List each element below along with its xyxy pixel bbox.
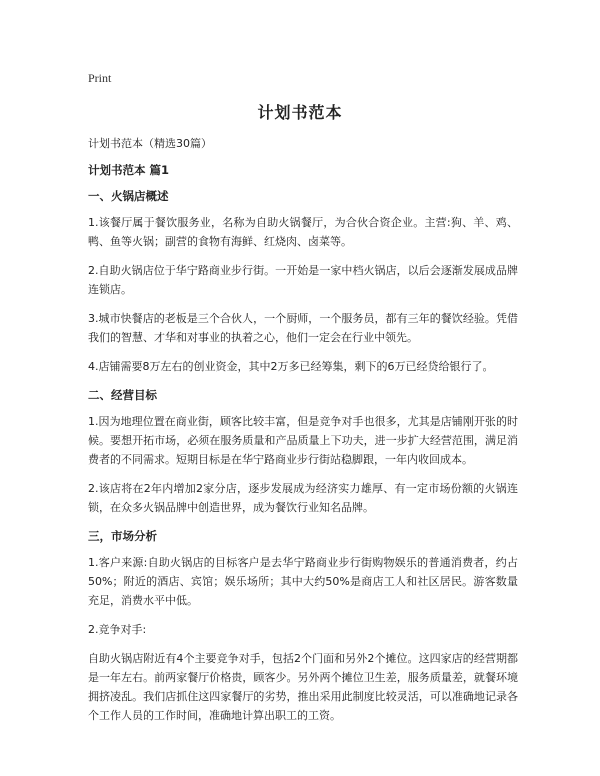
paragraph: 3.城市快餐店的老板是三个合伙人，一个厨师，一个服务员，都有三年的餐饮经验。凭借我们的智慧、才华和对事业的执着之心，他们一定会在行业中领先。 — [88, 312, 518, 344]
paragraph: 2.自助火锅店位于华宁路商业步行街。一开始是一家中档火锅店，以后会逐渐发展成品牌连锁店。 — [88, 264, 518, 296]
section-overview — [88, 187, 518, 376]
document-subtitle: 计划书范本（精选30篇） — [88, 137, 212, 150]
paragraph: 2.该店将在2年内增加2家分店，逐步发展成为经济实力雄厚、有一定市场份额的火锅连锁，在众多火锅品牌中创造世界，成为餐饮行业知名品牌。 — [88, 482, 518, 514]
paragraph: 4.店铺需要8万左右的创业资金，其中2万多已经筹集，剩下的6万已经贷给银行了。 — [88, 360, 494, 373]
section-heading: 三，市场分析 — [88, 529, 157, 543]
section-goals — [88, 386, 518, 517]
paragraph: 1.因为地理位置在商业街，顾客比较丰富，但是竞争对手也很多，尤其是店铺刚开张的时候。要想开拓市场，必须在服务质量和产品质量上下功夫，进一步扩大经营范围，满足消费者的不同需求。短期目标是在华宁路商业步行街站稳脚跟，一年内收回成本。 — [88, 415, 518, 466]
document-body — [88, 134, 518, 735]
section-market — [88, 527, 518, 725]
paragraph: 自助火锅店附近有4个主要竞争对手，包括2个门面和另外2个摊位。这四家店的经营期都是一年左右。前两家餐厅价格贵，顾客少。另外两个摊位卫生差，服务质量差，就餐环境拥挤凌乱。我们店抓住这四家餐厅的劣势，推出采用此制度比较灵活，可以准确地记录各个工作人员的工作时间，准确地计算出职工的工资。 — [88, 652, 518, 722]
paragraph: 1.客户来源:自助火锅店的目标客户是去华宁路商业步行街购物娱乐的普通消费者，约占50%；附近的酒店、宾馆；娱乐场所；其中大约50%是商店工人和社区居民。游客数量充足，消费水平中低。 — [88, 556, 518, 607]
page-title: 计划书范本 — [257, 103, 343, 122]
section-heading: 一、火锅店概述 — [88, 189, 169, 203]
piece-title: 计划书范本 篇1 — [88, 163, 170, 177]
section-heading: 二、经营目标 — [88, 388, 157, 402]
paragraph: 1.该餐厅属于餐饮服务业，名称为自助火锅餐厅，为合伙合资企业。主营:狗、羊、鸡、鸭、鱼等火锅；副营的食物有海鲜、红烧肉、卤菜等。 — [88, 216, 518, 248]
paragraph: 2.竞争对手: — [88, 623, 147, 636]
print-link[interactable]: Print — [88, 71, 112, 85]
